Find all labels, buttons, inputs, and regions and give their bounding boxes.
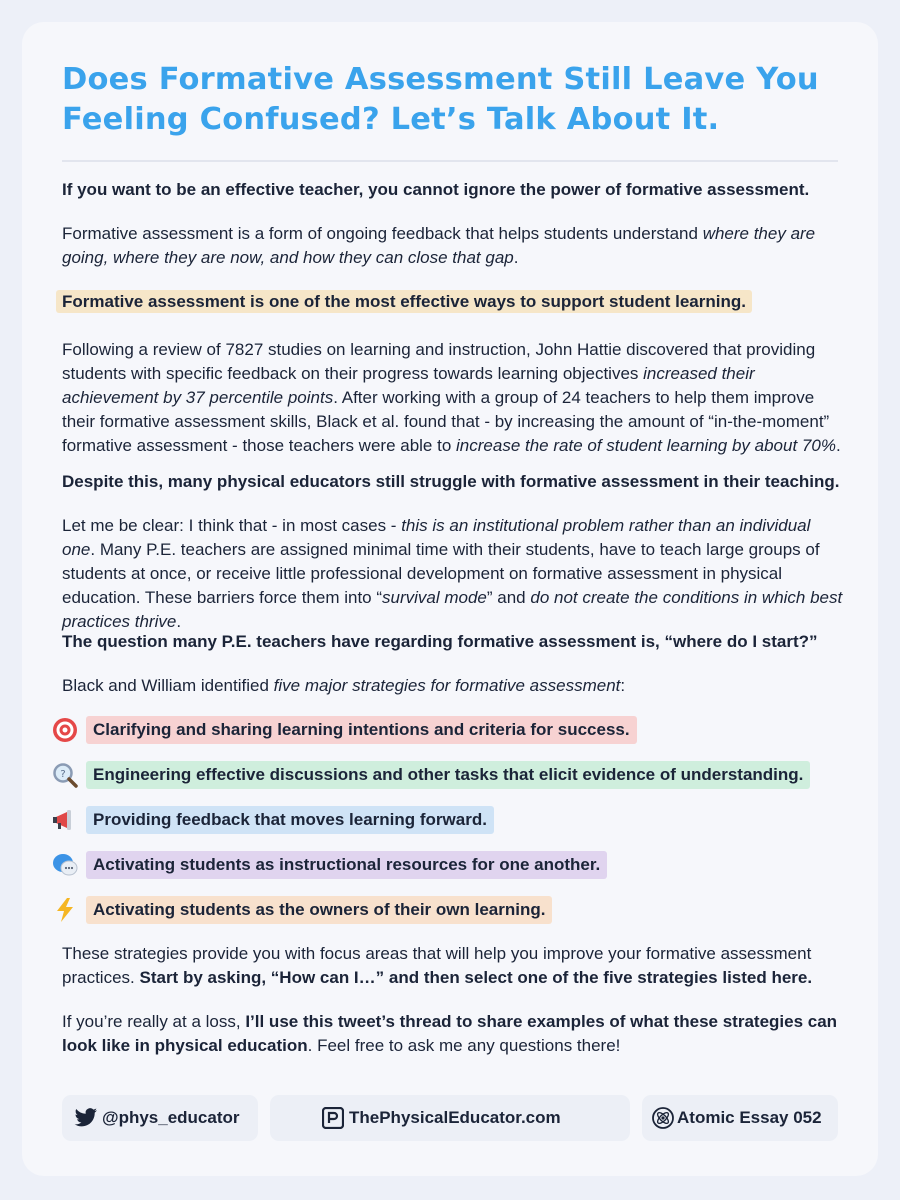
definition-emphasis: where they are going, where they are now, and how they can close that gap xyxy=(62,224,816,267)
advice-bold: Start by asking, “How can I…” and then select one of the five strategies listed here. xyxy=(139,968,813,987)
struggle-statement: Despite this, many physical educators still struggle with formative assessment in their teaching. xyxy=(62,472,840,491)
strategy-label: Providing feedback that moves learning forward. xyxy=(86,806,494,834)
research-emphasis-2: increase the rate of student learning by about 70% xyxy=(456,436,836,455)
website-url: ThePhysicalEducator.com xyxy=(349,1108,561,1127)
twitter-handle-pill[interactable] xyxy=(62,1095,258,1141)
question-statement: The question many P.E. teachers have regarding formative assessment is, “where do I start?” xyxy=(62,632,818,651)
twitter-handle: @phys_educator xyxy=(102,1108,240,1127)
strategies-advice xyxy=(62,942,847,990)
strategies-intro-emphasis: five major strategies for formative assessment xyxy=(273,676,621,695)
institutional-emphasis-1: this is an institutional problem rather than an individual one xyxy=(62,516,811,559)
institutional-emphasis-3: do not create the conditions in which best practices thrive xyxy=(62,588,843,631)
definition-paragraph xyxy=(62,222,847,270)
strategies-intro-text: Black and William identified xyxy=(62,676,274,695)
research-emphasis-1: increased their achievement by 37 percentile points xyxy=(62,364,755,407)
essay-card xyxy=(22,22,878,1176)
svg-text:?: ? xyxy=(60,769,66,780)
institutional-paragraph xyxy=(62,514,847,634)
website-pill[interactable] xyxy=(270,1095,630,1141)
essay-number: Atomic Essay 052 xyxy=(677,1108,822,1127)
atom-icon xyxy=(652,1107,674,1129)
twitter-bird-icon xyxy=(74,1107,98,1129)
strategy-label: Engineering effective discussions and other tasks that elicit evidence of understanding. xyxy=(86,761,810,789)
research-end: . xyxy=(835,436,841,455)
definition-end: . xyxy=(513,248,519,267)
megaphone-icon xyxy=(52,807,78,833)
strategy-label: Activating students as instructional resources for one another. xyxy=(86,851,607,879)
institutional-text-1: Let me be clear: I think that - in most cases - xyxy=(62,516,402,535)
highlighted-statement: Formative assessment is one of the most effective ways to support student learning. xyxy=(56,290,752,313)
definition-text: Formative assessment is a form of ongoing feedback that helps students understand xyxy=(62,224,703,243)
research-text-2: . After working with a group of 24 teachers to help them improve their formative assessment skills, Black et al. found that - by increasing the amount of “in-the-moment” formative assessment - those teachers were able to xyxy=(62,388,830,455)
essay-number-pill xyxy=(642,1095,838,1141)
strategies-intro-end: : xyxy=(620,676,626,695)
speech-bubble-icon xyxy=(52,852,78,878)
page-title: Does Formative Assessment Still Leave You Feeling Confused? Let’s Talk About It. xyxy=(62,62,819,137)
magnifier-icon xyxy=(52,762,78,788)
intro-statement: If you want to be an effective teacher, you cannot ignore the power of formative assessment. xyxy=(62,180,810,199)
target-icon xyxy=(52,717,78,743)
institutional-text-3: ” and xyxy=(486,588,531,607)
closing-text-1: If you’re really at a loss, xyxy=(62,1012,246,1031)
institutional-end: . xyxy=(176,612,182,631)
lightning-icon xyxy=(52,897,78,923)
advice-text: These strategies provide you with focus areas that will help you improve your formative assessment practices. xyxy=(62,944,812,987)
strategies-intro xyxy=(62,674,847,698)
closing-paragraph xyxy=(62,1010,847,1058)
effectiveness-statement xyxy=(62,290,752,314)
institutional-emphasis-2: survival mode xyxy=(382,588,487,607)
strategy-label: Activating students as the owners of their own learning. xyxy=(86,896,552,924)
institutional-text-2: . Many P.E. teachers are assigned minimal time with their students, have to teach large groups of students at once, or receive little professional development on formative assessment in physical education. These barriers force them into “ xyxy=(62,540,820,607)
research-text-1: Following a review of 7827 studies on learning and instruction, John Hattie discovered that providing students with specific feedback on their progress towards learning objectives xyxy=(62,340,816,383)
closing-text-2: . Feel free to ask me any questions there! xyxy=(307,1036,621,1055)
website-logo-icon xyxy=(322,1107,344,1129)
strategy-label: Clarifying and sharing learning intentions and criteria for success. xyxy=(86,716,637,744)
closing-bold: I’ll use this tweet’s thread to share examples of what these strategies can look like in physical education xyxy=(62,1012,838,1055)
divider xyxy=(62,160,838,162)
research-paragraph xyxy=(62,338,847,458)
